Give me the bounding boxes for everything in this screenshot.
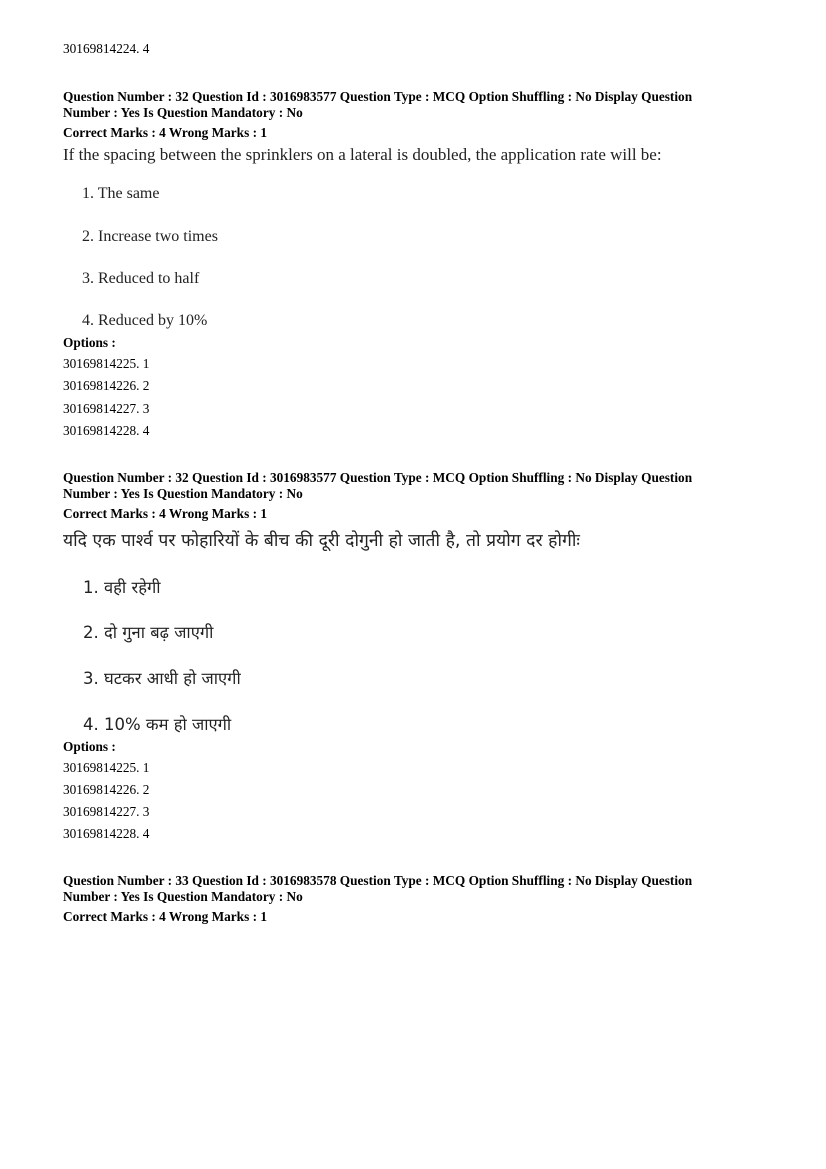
question-marks: Correct Marks : 4 Wrong Marks : 1	[63, 125, 267, 140]
option-id-1: 30169814225. 1	[63, 760, 150, 775]
question-meta-line-2: Number : Yes Is Question Mandatory : No	[63, 105, 303, 120]
question-marks: Correct Marks : 4 Wrong Marks : 1	[63, 909, 267, 924]
question-meta-line-2: Number : Yes Is Question Mandatory : No	[63, 486, 303, 501]
question-stem: If the spacing between the sprinklers on a lateral is doubled, the application rate will be:	[63, 145, 662, 164]
option-id-1: 30169814225. 1	[63, 356, 150, 371]
question-stem: यदि एक पार्श्व पर फोहारियों के बीच की दूरी दोगुनी हो जाती है, तो प्रयोग दर होगीः	[63, 531, 580, 551]
choice-4: 4. Reduced by 10%	[82, 312, 208, 329]
option-id-4: 30169814228. 4	[63, 826, 150, 841]
choice-2: 2. दो गुना बढ़ जाएगी	[83, 623, 214, 642]
option-id-4: 30169814228. 4	[63, 423, 150, 438]
option-id-2: 30169814226. 2	[63, 378, 150, 393]
choice-4: 4. 10% कम हो जाएगी	[83, 715, 232, 734]
option-id-2: 30169814226. 2	[63, 782, 150, 797]
choice-2: 2. Increase two times	[82, 228, 218, 245]
option-id-3: 30169814227. 3	[63, 804, 150, 819]
choice-1: 1. वही रहेगी	[83, 578, 161, 597]
choice-3: 3. घटकर आधी हो जाएगी	[83, 669, 241, 688]
options-label: Options :	[63, 335, 116, 350]
choice-1: 1. The same	[82, 185, 160, 202]
question-meta-line-1: Question Number : 32 Question Id : 3016983577 Question Type : MCQ Option Shuffling : No Display Question	[63, 470, 693, 485]
question-meta-line-1: Question Number : 33 Question Id : 3016983578 Question Type : MCQ Option Shuffling : No Display Question	[63, 873, 693, 888]
options-label: Options :	[63, 739, 116, 754]
choice-3: 3. Reduced to half	[82, 270, 200, 287]
previous-option-line: 30169814224. 4	[63, 41, 150, 56]
question-marks: Correct Marks : 4 Wrong Marks : 1	[63, 506, 267, 521]
question-meta-line-1: Question Number : 32 Question Id : 3016983577 Question Type : MCQ Option Shuffling : No Display Question	[63, 89, 693, 104]
option-id-3: 30169814227. 3	[63, 401, 150, 416]
question-meta-line-2: Number : Yes Is Question Mandatory : No	[63, 889, 303, 904]
